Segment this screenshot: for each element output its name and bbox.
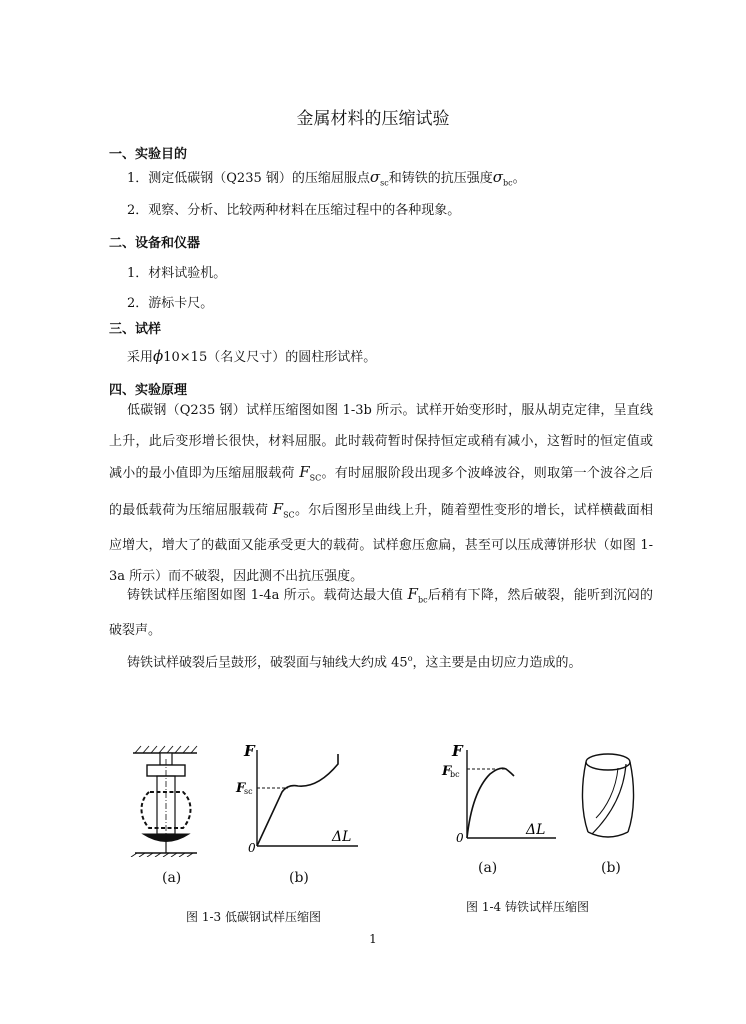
sigma-subscript: sc [380,178,389,188]
fig14-caption: 图 1-4 铸铁试样压缩图 [466,900,589,914]
fig14-sublabel-a: (a) [478,860,498,876]
fig13b-label-F: F [244,742,255,760]
fig14a-curve [467,768,514,838]
p2-text-a: 铸铁试样压缩图如图 1-4a 所示。载荷达最大值 [127,588,404,603]
purpose-item-1 [127,167,526,188]
fig14-sublabel-b: (b) [601,860,621,876]
fig14a-label-Fbc: F [442,764,452,779]
p3-text-a: 铸铁试样破裂后呈鼓形，破裂面与轴线大约成 45 [127,655,408,671]
phi-symbol: ϕ [153,347,164,365]
page-title: 金属材料的压缩试验 [296,109,450,129]
fig13-sublabel-a: (a) [162,870,182,886]
sigma-symbol-2: σ [492,168,503,186]
p1-text-b: 。有时屈服阶段出现多个波峰波谷，则取第一个波谷之后的最低载荷为压缩屈服载荷 [109,466,653,519]
fig14a-load-curve [440,742,560,846]
purpose-item-1-text-2: 和铸铁的抗压强度 [388,171,493,186]
section-heading-equipment: 二、设备和仪器 [109,236,201,251]
specimen-text [127,346,376,365]
p1-text-a: 低碳钢（Q235 钢）试样压缩图如图 1-3b 所示。试样开始变形时，服从胡克定律，呈直线上升，此后变形增长很快，材料屈服。此时载荷暂时保持恒定或稍有减小，这暂时的恒定值或减小的最小值即为压缩屈服载荷 [109,403,653,481]
purpose-item-1-end: 。 [512,171,526,186]
equipment-item-2: 2．游标卡尺。 [127,296,214,311]
fig13b-label-Fsc: F [236,781,246,796]
fig14a-origin: 0 [456,831,464,845]
fig13b-label-Fsc-sub: sc [244,787,253,796]
principle-paragraph-1 [109,396,653,592]
page-number: 1 [369,932,377,946]
p1-force-sub-2: SC [283,510,295,520]
p2-text-b: 后稍有下降，然后破裂，能听到沉闷的破裂声。 [109,588,653,639]
sigma-subscript-2: bc [502,178,513,188]
p1-force-sub: SC [309,473,322,483]
p2-force-symbol: F [407,585,418,603]
fig13b-origin: 0 [248,841,256,854]
p1-force-symbol: F [299,463,310,481]
purpose-item-2: 2．观察、分析、比较两种材料在压缩过程中的各种现象。 [127,203,461,218]
p1-force-symbol-2: F [272,500,284,519]
fig14b-fractured-specimen [578,750,642,844]
fig13b-load-curve [232,742,364,854]
section-heading-purpose: 一、实验目的 [109,147,188,162]
equipment-item-1: 1．材料试验机。 [127,266,227,281]
section-heading-specimen: 三、试样 [109,322,162,337]
sigma-symbol: σ [369,168,381,186]
degree-superscript: o [407,654,413,663]
fig13b-label-dL: ΔL [332,829,352,845]
fig13-sublabel-b: (b) [289,870,309,886]
specimen-text-b: 10×15（名义尺寸）的圆柱形试样。 [163,350,377,365]
fig14a-label-F: F [452,742,463,760]
fig14a-label-Fbc-sub: bc [450,770,460,779]
p1-text-c: 。尔后图形呈曲线上升，随着塑性变形的增长，试样横截面相应增大，增大了的截面又能承受更大的载荷。试样愈压愈扁，甚至可以压成薄饼形状（如图 1-3a 所示）而不破裂，因此测不出抗压强度。 [109,503,653,584]
fig13b-curve [257,754,338,846]
p2-force-sub: bc [417,595,428,605]
fig14a-label-dL: ΔL [526,822,546,838]
principle-paragraph-2 [109,579,653,647]
purpose-item-1-text: 1．测定低碳钢（Q235 钢）的压缩屈服点 [127,171,370,186]
fig13a-specimen-diagram [125,745,205,857]
section-heading-principle: 四、实验原理 [109,383,188,398]
fig13-caption: 图 1-3 低碳钢试样压缩图 [186,910,321,924]
specimen-text-a: 采用 [127,350,154,365]
principle-paragraph-3 [109,644,653,679]
p3-text-b: ，这主要是由切应力造成的。 [412,655,582,671]
